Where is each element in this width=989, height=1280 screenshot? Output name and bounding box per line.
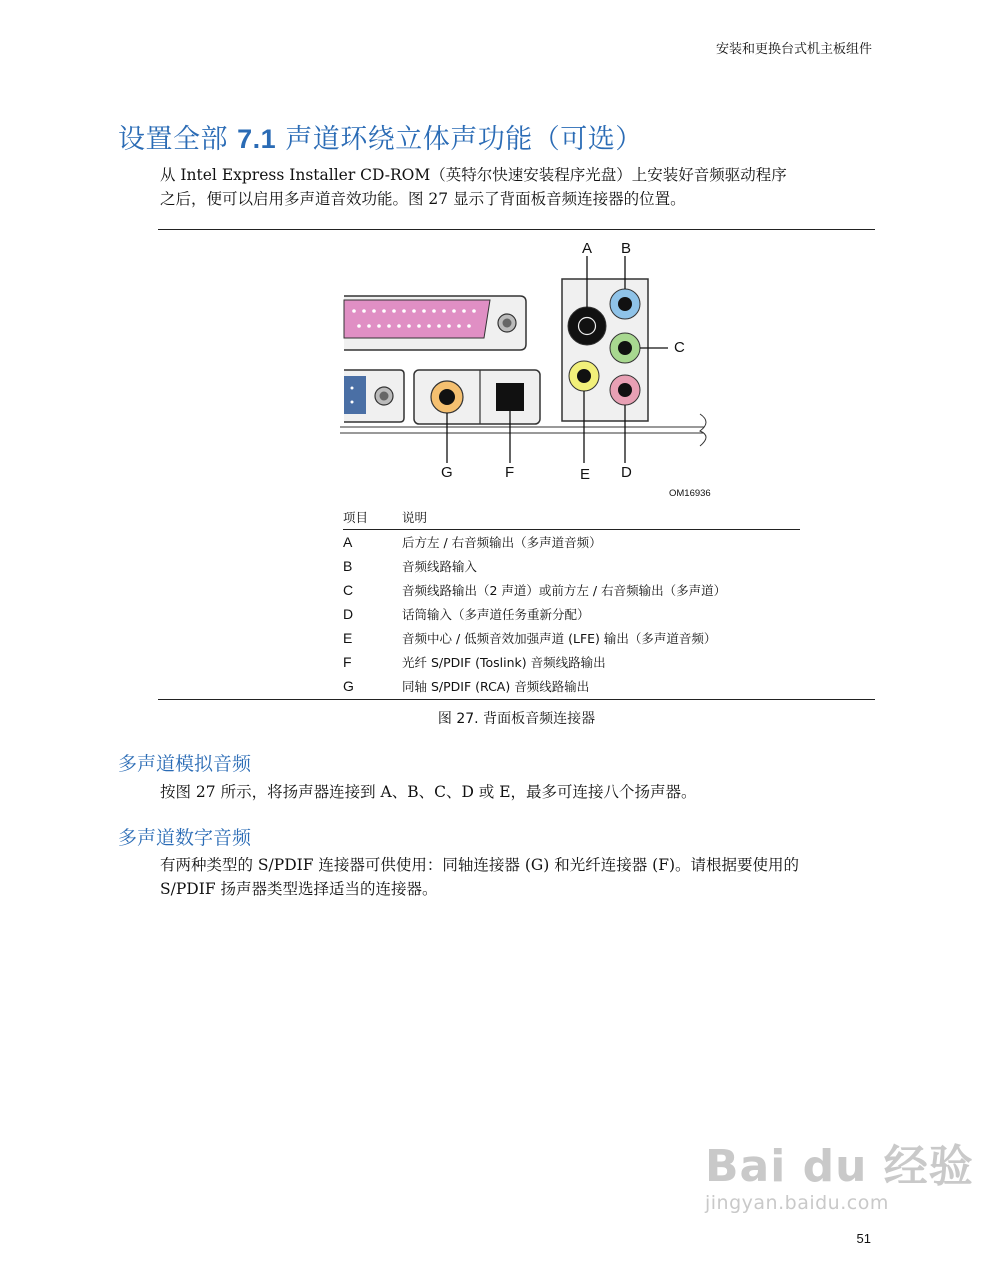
watermark-logo-text: Bai du 经验 [705, 1141, 974, 1192]
legend-desc: 音频中心 / 低频音效加强声道 (LFE) 输出（多声道音频） [402, 631, 717, 646]
figure-code: OM16936 [669, 488, 711, 499]
title-prefix: 设置全部 [118, 124, 238, 155]
section-title [118, 117, 643, 156]
legend-desc: 话筒输入（多声道任务重新分配） [402, 607, 590, 622]
callout-g: G [441, 464, 453, 481]
callout-a: A [582, 240, 593, 257]
legend-desc: 后方左 / 右音频输出（多声道音频） [402, 535, 602, 550]
running-header: 安装和更换台式机主板组件 [715, 42, 872, 57]
legend-item: D [343, 606, 354, 622]
parallel-port [344, 296, 526, 350]
figure-bottom-rule [158, 699, 875, 700]
intro-paragraph [160, 163, 875, 211]
legend-row [343, 602, 800, 626]
digital-line-2: S/PDIF 扬声器类型选择适当的连接器。 [160, 880, 438, 898]
digital-paragraph [160, 853, 875, 901]
legend-desc: 同轴 S/PDIF (RCA) 音频线路输出 [402, 679, 590, 694]
callout-c: C [674, 339, 685, 356]
optical-spdif-connector [496, 383, 524, 411]
callout-f: F [505, 464, 515, 481]
baidu-watermark [705, 1130, 974, 1214]
spdif-housing [414, 370, 540, 424]
intro-line-1: 从 Intel Express Installer CD-ROM（英特尔快速安装程序光盘）上安装好音频驱动程序 [160, 166, 787, 184]
title-suffix: 声道环绕立体声功能（可选） [276, 124, 643, 155]
figure-top-rule [158, 229, 875, 230]
legend-header-desc: 说明 [402, 510, 428, 525]
audio-stack [562, 279, 648, 421]
legend-item: F [343, 654, 352, 670]
legend-desc: 音频线路输出（2 声道）或前方左 / 右音频输出（多声道） [402, 583, 727, 598]
watermark-url: jingyan.baidu.com [705, 1192, 889, 1214]
callout-e: E [580, 466, 591, 483]
title-number: 7.1 [237, 124, 277, 154]
section-heading-digital: 多声道数字音频 [118, 827, 252, 849]
legend-row [343, 650, 800, 674]
legend-header [343, 508, 800, 530]
legend-row [343, 674, 800, 698]
figure-caption: 图 27. 背面板音频连接器 [437, 711, 596, 727]
legend-row [343, 578, 800, 602]
serial-port [344, 370, 404, 422]
digital-line-1: 有两种类型的 S/PDIF 连接器可供使用：同轴连接器 (G) 和光纤连接器 (F)。请根据要使用的 [160, 856, 800, 874]
legend-header-item: 项目 [343, 510, 369, 525]
page-number: 51 [856, 1231, 871, 1246]
legend-item: C [343, 582, 354, 598]
rear-panel-illustration [340, 236, 740, 506]
intro-line-2: 之后，便可以启用多声道音效功能。图 27 显示了背面板音频连接器的位置。 [160, 190, 686, 208]
legend-row [343, 554, 800, 578]
legend-row [343, 530, 800, 554]
callout-d: D [621, 464, 632, 481]
legend-desc: 音频线路输入 [402, 559, 478, 574]
legend-row [343, 626, 800, 650]
legend-table [343, 508, 800, 698]
legend-desc: 光纤 S/PDIF (Toslink) 音频线路输出 [402, 655, 606, 670]
section-heading-analog: 多声道模拟音频 [118, 753, 252, 775]
legend-item: G [343, 678, 354, 694]
analog-paragraph: 按图 27 所示，将扬声器连接到 A、B、C、D 或 E，最多可连接八个扬声器。 [160, 783, 697, 801]
legend-item: B [343, 558, 353, 574]
legend-item: A [343, 534, 353, 550]
legend-item: E [343, 630, 353, 646]
callout-b: B [621, 240, 632, 257]
